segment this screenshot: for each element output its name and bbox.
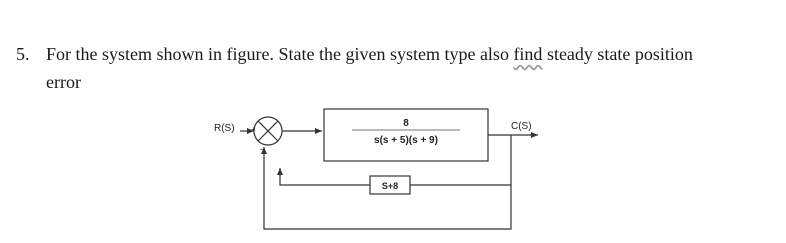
feedback-block-label: S+8: [381, 181, 399, 191]
summing-minus-sign: -: [260, 144, 263, 154]
forward-numerator: 8: [403, 118, 409, 129]
question-text-part-1: For the system shown in figure. State the given system type also: [46, 44, 514, 64]
input-label: R(S): [214, 123, 235, 134]
feedback-return-arrow: [280, 168, 370, 185]
question-line-2: error: [46, 72, 81, 92]
summing-junction: [254, 117, 282, 145]
question-text-find: find: [513, 44, 543, 64]
output-label: C(S): [511, 121, 532, 132]
summing-plus-sign: +: [251, 125, 256, 134]
question-text-part-2: steady state position: [542, 44, 693, 64]
question-number: 5.: [16, 44, 30, 64]
forward-denominator: s(s + 5)(s + 9): [374, 135, 438, 146]
